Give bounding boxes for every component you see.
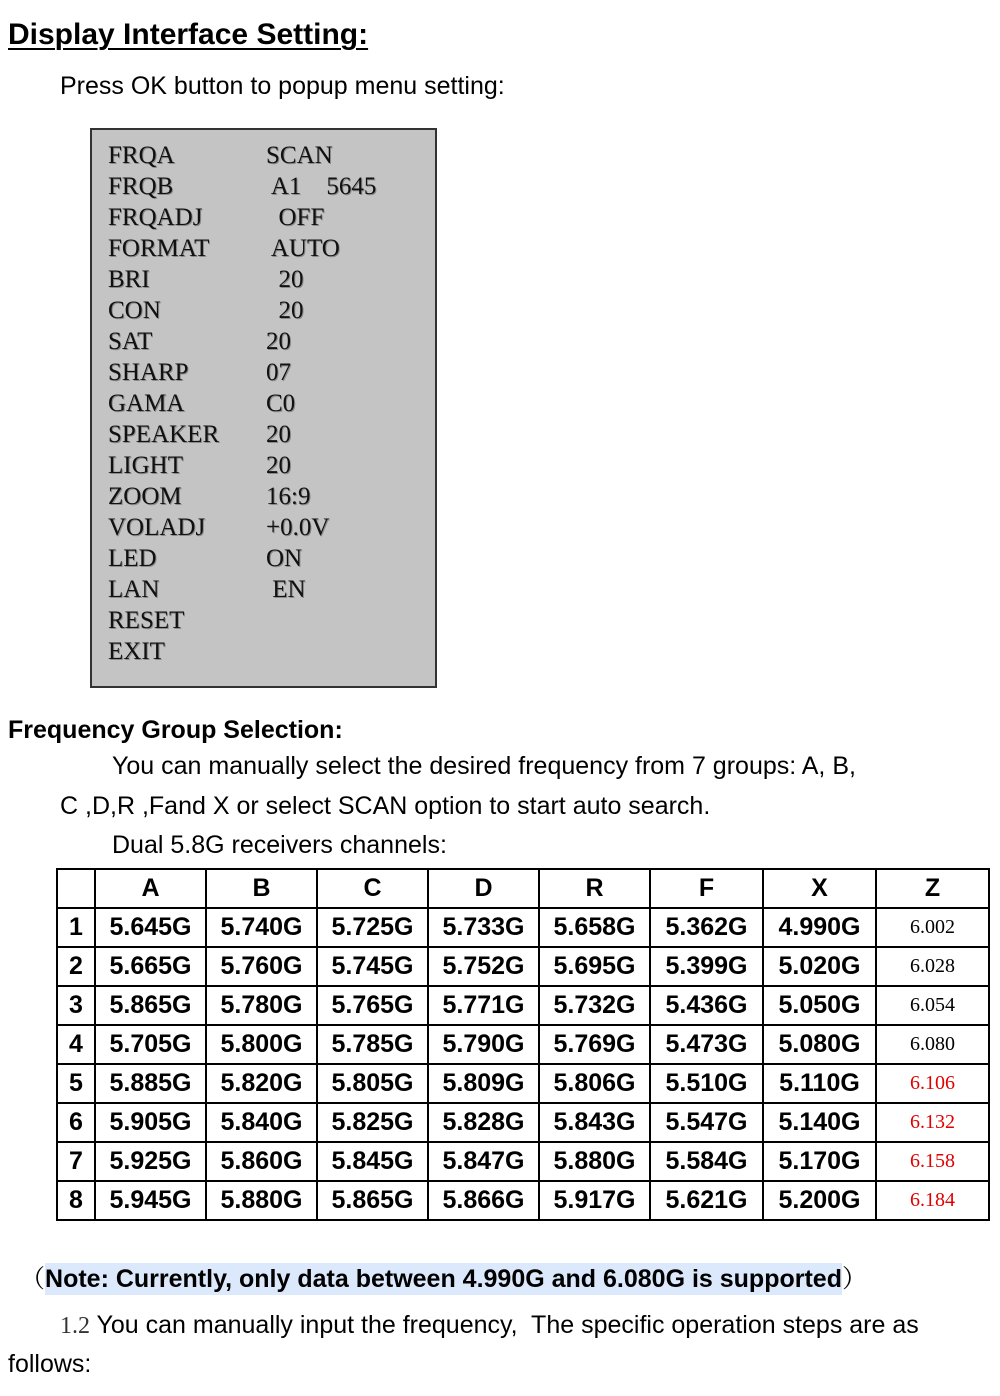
osd-menu-value: 20	[266, 328, 291, 355]
row-number-cell: 4	[57, 1025, 95, 1064]
table-cell: 5.769G	[539, 1025, 650, 1064]
table-cell: 5.732G	[539, 986, 650, 1025]
table-cell: 5.785G	[317, 1025, 428, 1064]
table-cell: 6.002	[876, 908, 989, 947]
table-cell: 5.945G	[95, 1181, 206, 1220]
note-close-paren: ）	[841, 1265, 867, 1293]
table-header-row	[57, 869, 989, 908]
table-cell: 5.917G	[539, 1181, 650, 1220]
osd-menu-key: BRI	[108, 266, 150, 293]
osd-menu-value: 16:9	[266, 483, 311, 510]
osd-menu-key: FRQB	[108, 173, 174, 200]
table-row	[57, 908, 989, 947]
osd-menu-item	[92, 142, 435, 173]
table-row	[57, 947, 989, 986]
table-header-cell: R	[539, 869, 650, 908]
table-cell: 5.828G	[428, 1103, 539, 1142]
note-line	[20, 1259, 867, 1295]
table-cell: 5.800G	[206, 1025, 317, 1064]
frequency-desc-line-1: You can manually select the desired frequency from 7 groups: A, B,	[112, 752, 856, 780]
table-cell: 5.806G	[539, 1064, 650, 1103]
table-cell: 5.752G	[428, 947, 539, 986]
row-number-cell: 1	[57, 908, 95, 947]
osd-menu-value: 20	[266, 297, 304, 324]
osd-menu-key: SAT	[108, 328, 153, 355]
table-cell: 5.825G	[317, 1103, 428, 1142]
osd-menu-item	[92, 514, 435, 545]
table-cell: 5.695G	[539, 947, 650, 986]
row-number-cell: 2	[57, 947, 95, 986]
table-cell: 5.733G	[428, 908, 539, 947]
osd-menu-key: GAMA	[108, 390, 185, 417]
osd-menu-value: 20	[266, 452, 291, 479]
table-cell: 5.200G	[763, 1181, 876, 1220]
row-number-cell: 5	[57, 1064, 95, 1103]
table-cell: 5.745G	[317, 947, 428, 986]
table-row	[57, 1103, 989, 1142]
osd-menu-panel	[90, 128, 437, 688]
table-cell: 5.880G	[206, 1181, 317, 1220]
osd-menu-key: LAN	[108, 576, 160, 603]
table-cell: 5.866G	[428, 1181, 539, 1220]
osd-menu-value: ON	[266, 545, 303, 572]
osd-menu-key: RESET	[108, 607, 185, 634]
table-cell: 5.473G	[650, 1025, 763, 1064]
table-row	[57, 1181, 989, 1220]
table-cell: 5.740G	[206, 908, 317, 947]
osd-menu-item	[92, 297, 435, 328]
osd-menu-item	[92, 607, 435, 638]
osd-menu-item	[92, 328, 435, 359]
osd-menu-key: CON	[108, 297, 161, 324]
osd-menu-item	[92, 421, 435, 452]
osd-menu-item	[92, 638, 435, 669]
osd-menu-value: 20	[266, 421, 291, 448]
osd-menu-value: EN	[266, 576, 306, 603]
table-cell: 5.080G	[763, 1025, 876, 1064]
table-cell: 5.547G	[650, 1103, 763, 1142]
table-cell: 5.725G	[317, 908, 428, 947]
table-header-cell: C	[317, 869, 428, 908]
table-cell: 6.158	[876, 1142, 989, 1181]
table-cell: 5.847G	[428, 1142, 539, 1181]
row-number-cell: 8	[57, 1181, 95, 1220]
table-cell: 5.771G	[428, 986, 539, 1025]
table-cell: 5.880G	[539, 1142, 650, 1181]
osd-menu-value: 07	[266, 359, 291, 386]
intro-text: Press OK button to popup menu setting:	[60, 72, 505, 100]
table-header-cell: B	[206, 869, 317, 908]
table-cell: 6.054	[876, 986, 989, 1025]
table-cell: 5.020G	[763, 947, 876, 986]
row-number-cell: 7	[57, 1142, 95, 1181]
table-row	[57, 1064, 989, 1103]
osd-menu-key: SPEAKER	[108, 421, 220, 448]
table-cell: 5.925G	[95, 1142, 206, 1181]
table-cell: 5.050G	[763, 986, 876, 1025]
table-header-cell: A	[95, 869, 206, 908]
table-cell: 6.028	[876, 947, 989, 986]
frequency-desc-line-3: Dual 5.8G receivers channels:	[112, 831, 447, 859]
osd-menu-item	[92, 204, 435, 235]
table-cell: 5.760G	[206, 947, 317, 986]
table-row	[57, 1142, 989, 1181]
channel-frequency-table	[56, 868, 990, 1221]
osd-menu-item	[92, 576, 435, 607]
osd-menu-value: 20	[266, 266, 304, 293]
manual-input-line-1: You can manually input the frequency, The specific operation steps are as	[90, 1311, 919, 1339]
section-number: 1.2	[60, 1313, 90, 1339]
table-header-cell: Z	[876, 869, 989, 908]
table-cell: 5.645G	[95, 908, 206, 947]
table-cell: 5.170G	[763, 1142, 876, 1181]
table-cell: 5.110G	[763, 1064, 876, 1103]
osd-menu-item	[92, 235, 435, 266]
manual-input-paragraph	[60, 1311, 919, 1340]
note-open-paren: （	[20, 1265, 46, 1293]
osd-menu-item	[92, 483, 435, 514]
note-text: Note: Currently, only data between 4.990G and 6.080G is supported	[45, 1265, 842, 1293]
table-cell: 5.584G	[650, 1142, 763, 1181]
table-cell: 6.106	[876, 1064, 989, 1103]
table-cell: 5.865G	[95, 986, 206, 1025]
table-cell: 5.845G	[317, 1142, 428, 1181]
table-cell: 5.705G	[95, 1025, 206, 1064]
page-title: Display Interface Setting:	[8, 18, 369, 51]
table-cell: 5.140G	[763, 1103, 876, 1142]
osd-menu-key: SHARP	[108, 359, 189, 386]
table-cell: 5.780G	[206, 986, 317, 1025]
osd-menu-key: ZOOM	[108, 483, 182, 510]
row-number-cell: 6	[57, 1103, 95, 1142]
table-cell: 5.765G	[317, 986, 428, 1025]
table-cell: 5.820G	[206, 1064, 317, 1103]
table-row	[57, 1025, 989, 1064]
table-cell: 5.860G	[206, 1142, 317, 1181]
row-number-cell: 3	[57, 986, 95, 1025]
osd-menu-value: +0.0V	[266, 514, 330, 541]
table-cell: 5.436G	[650, 986, 763, 1025]
osd-menu-item	[92, 173, 435, 204]
osd-menu-key: EXIT	[108, 638, 165, 665]
table-row	[57, 986, 989, 1025]
table-cell: 5.665G	[95, 947, 206, 986]
table-cell: 5.905G	[95, 1103, 206, 1142]
table-cell: 5.510G	[650, 1064, 763, 1103]
osd-menu-item	[92, 266, 435, 297]
table-cell: 6.132	[876, 1103, 989, 1142]
table-cell: 5.790G	[428, 1025, 539, 1064]
frequency-group-title: Frequency Group Selection:	[8, 716, 343, 744]
table-cell: 5.843G	[539, 1103, 650, 1142]
table-corner-cell	[57, 869, 95, 908]
table-cell: 5.805G	[317, 1064, 428, 1103]
table-cell: 6.080	[876, 1025, 989, 1064]
osd-menu-item	[92, 359, 435, 390]
manual-input-line-2: follows:	[8, 1350, 92, 1378]
osd-menu-value: SCAN	[266, 142, 333, 169]
table-cell: 5.809G	[428, 1064, 539, 1103]
osd-menu-key: FRQADJ	[108, 204, 203, 231]
osd-menu-item	[92, 390, 435, 421]
frequency-desc-line-2: C ,D,R ,Fand X or select SCAN option to start auto search.	[60, 792, 711, 820]
osd-menu-value: AUTO	[266, 235, 340, 262]
table-cell: 5.840G	[206, 1103, 317, 1142]
table-cell: 5.621G	[650, 1181, 763, 1220]
osd-menu-value: C0	[266, 390, 296, 417]
osd-menu-item	[92, 545, 435, 576]
osd-menu-key: VOLADJ	[108, 514, 206, 541]
table-cell: 5.658G	[539, 908, 650, 947]
table-header-cell: F	[650, 869, 763, 908]
osd-menu-key: LED	[108, 545, 157, 572]
table-header-cell: X	[763, 869, 876, 908]
table-cell: 5.865G	[317, 1181, 428, 1220]
table-header-cell: D	[428, 869, 539, 908]
table-cell: 4.990G	[763, 908, 876, 947]
table-cell: 6.184	[876, 1181, 989, 1220]
osd-menu-key: FRQA	[108, 142, 175, 169]
osd-menu-item	[92, 452, 435, 483]
table-cell: 5.885G	[95, 1064, 206, 1103]
osd-menu-key: LIGHT	[108, 452, 183, 479]
table-cell: 5.362G	[650, 908, 763, 947]
table-cell: 5.399G	[650, 947, 763, 986]
osd-menu-value: OFF	[266, 204, 325, 231]
osd-menu-key: FORMAT	[108, 235, 210, 262]
osd-menu-value: A1 5645	[266, 173, 377, 200]
